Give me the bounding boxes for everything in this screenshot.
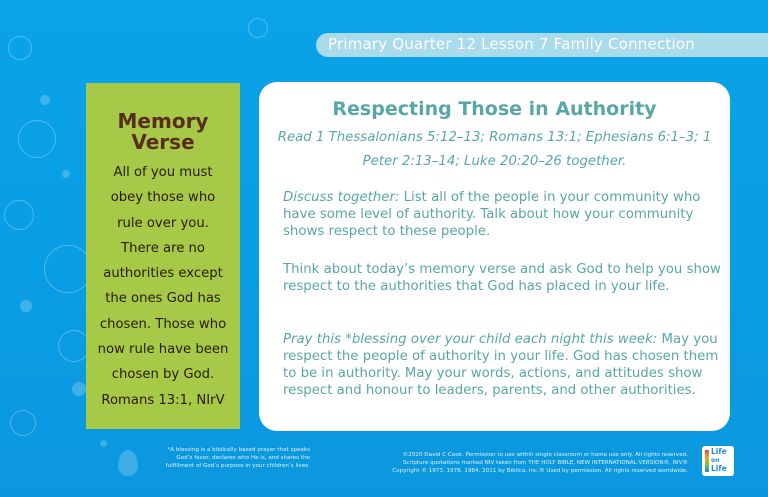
- verse-line: now rule have been: [97, 342, 229, 358]
- logo-word: Life: [711, 464, 727, 473]
- bubble-decoration: [8, 36, 32, 60]
- logo-word: Life: [711, 447, 727, 456]
- logo-color-bar: [705, 450, 709, 472]
- bubble-decoration: [44, 245, 92, 293]
- bubble-decoration: [4, 200, 34, 230]
- bubble-decoration: [62, 170, 70, 178]
- footnote-line: God’s favor, declares who He is, and shares the: [176, 455, 310, 461]
- bubble-decoration: [72, 382, 86, 396]
- bubble-decoration: [20, 300, 32, 312]
- copyright-line: Scripture quotations marked NIV taken from THE HOLY BIBLE, NEW INTERNATIONAL VERSION®, NIV®: [402, 460, 688, 466]
- think-paragraph: Think about today’s memory verse and ask God to help you show respect to the authorities that God has placed in your life.: [283, 262, 721, 294]
- verse-line: obey those who: [110, 190, 216, 206]
- card-title: Respecting Those in Authority: [332, 98, 657, 120]
- memory-verse-title: [86, 111, 240, 153]
- logo-word: on: [711, 456, 720, 464]
- lesson-card: [259, 82, 730, 431]
- droplet-decoration: [118, 450, 138, 476]
- discuss-label: Discuss together:: [283, 190, 400, 205]
- copyright-notice: [338, 451, 688, 475]
- bubble-decoration: [100, 440, 107, 447]
- discuss-text: List all of the people in your community who have some level of authority. Talk about how your community shows respect to these people.: [283, 190, 701, 239]
- blessing-footnote: [150, 446, 310, 470]
- verse-line: All of you must: [113, 165, 213, 180]
- memory-verse-title-line: Memory: [117, 109, 209, 133]
- memory-verse-text: [94, 160, 232, 413]
- copyright-line: ©2020 David C Cook. Permission to use within single classroom or home use only. All rights reserved.: [402, 452, 688, 458]
- verse-reference: Romans 13:1, NIrV: [101, 392, 225, 408]
- footnote-line: fulfillment of God’s purpose in your children’s lives.: [165, 463, 310, 469]
- pray-text: May you respect the people of authority in your life. God has chosen them to be in authority. May your words, actions, and attitudes show respect and honour to leaders, parents, and other authorities.: [283, 332, 719, 398]
- verse-line: authorities except: [103, 266, 223, 282]
- bubble-decoration: [248, 18, 268, 38]
- bubble-decoration: [40, 95, 50, 105]
- memory-verse-box: [86, 83, 240, 429]
- logo-text: [711, 448, 727, 474]
- footnote-line: *A blessing is a biblically based prayer that speaks: [167, 447, 310, 453]
- lesson-header: Primary Quarter 12 Lesson 7 Family Connection: [328, 35, 695, 53]
- read-line: Peter 2:13–14; Luke 20:20–26 together.: [362, 154, 627, 169]
- discuss-paragraph: [283, 189, 723, 240]
- bubble-decoration: [10, 410, 36, 436]
- verse-line: chosen by God.: [111, 367, 215, 383]
- verse-line: chosen. Those who: [99, 316, 227, 332]
- copyright-line: Copyright © 1973, 1978, 1984, 2011 by Biblica, Inc.® Used by permission. All rights reserved worldwide.: [392, 468, 688, 474]
- verse-line: the ones God has: [105, 291, 221, 307]
- memory-verse-title-line: Verse: [131, 130, 195, 154]
- life-on-life-logo: [702, 446, 734, 476]
- read-line: Read 1 Thessalonians 5:12–13; Romans 13:1; Ephesians 6:1–3; 1: [277, 130, 712, 145]
- verse-line: rule over you.: [117, 215, 209, 231]
- pray-paragraph: [283, 331, 723, 399]
- pray-label: Pray this *blessing over your child each night this week:: [283, 332, 658, 347]
- bubble-decoration: [18, 120, 56, 158]
- verse-line: There are no: [121, 240, 205, 256]
